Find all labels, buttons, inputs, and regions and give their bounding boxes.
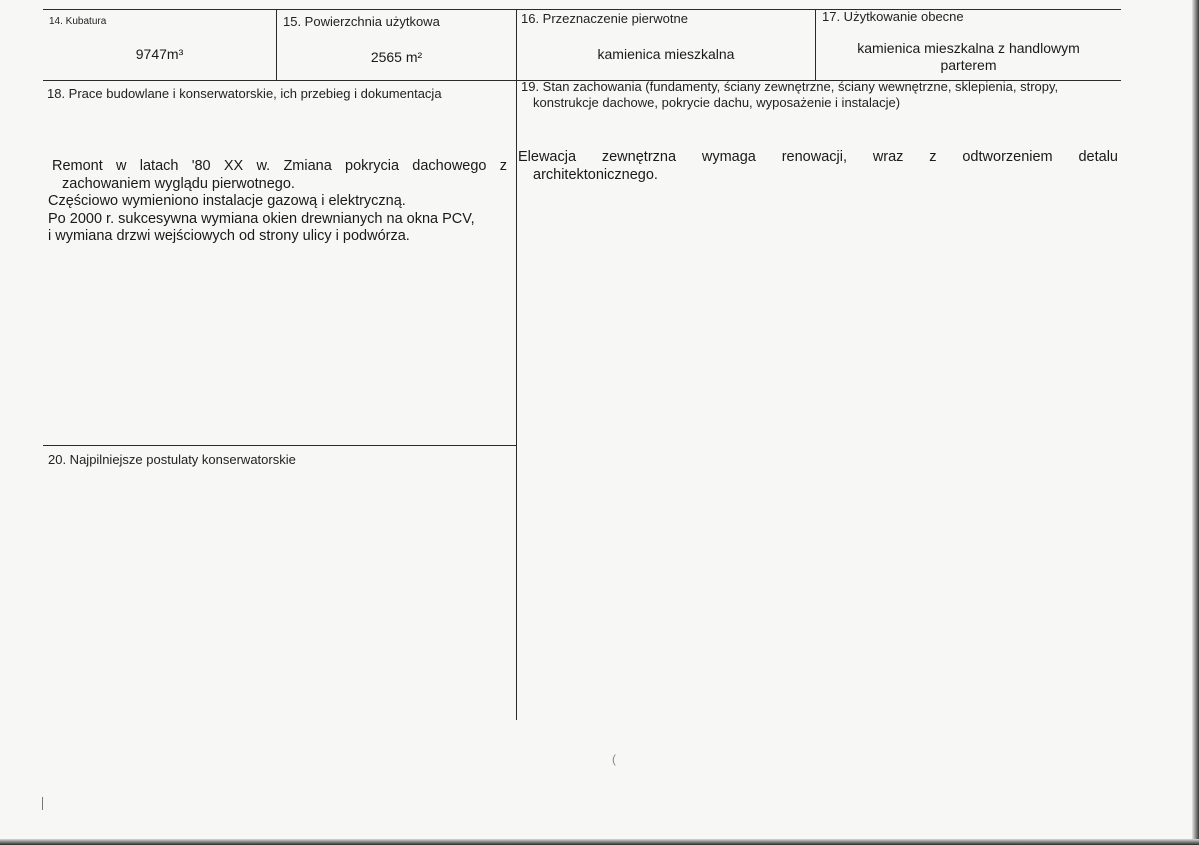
scan-edge-right — [1192, 0, 1199, 845]
powierzchnia-value: 2565 m² — [370, 49, 423, 65]
col-divider-14-15 — [276, 9, 277, 81]
stray-mark: ( — [612, 752, 616, 766]
prace-line-5: i wymiana drzwi wejściowych od strony ulicy i podwórza. — [48, 228, 410, 244]
margin-tick — [42, 797, 43, 810]
row-divider-2 — [43, 445, 516, 446]
uzytkowanie-label: 17. Użytkowanie obecne — [822, 9, 964, 24]
prace-line-2: zachowaniem wyglądu pierwotnego. — [62, 176, 295, 192]
uzytkowanie-value-line2: parterem — [940, 57, 997, 73]
kubatura-label: 14. Kubatura — [49, 16, 107, 27]
stan-label-line-2: konstrukcje dachowe, pokrycie dachu, wyposażenie i instalacje) — [533, 95, 901, 110]
stan-label-line-1: 19. Stan zachowania (fundamenty, ściany zewnętrzne, ściany wewnętrzne, sklepienia, stropy, — [521, 79, 1059, 94]
stan-line-2: architektonicznego. — [533, 167, 658, 183]
prace-line-1: Remont w latach '80 XX w. Zmiana pokrycia dachowego z — [52, 158, 507, 174]
postulaty-label: 20. Najpilniejsze postulaty konserwatorskie — [48, 452, 296, 467]
kubatura-value: 9747m³ — [135, 46, 184, 62]
przeznaczenie-label: 16. Przeznaczenie pierwotne — [521, 11, 688, 26]
scan-edge-bottom — [0, 839, 1199, 845]
prace-line-3: Częściowo wymieniono instalacje gazową i elektryczną. — [48, 193, 406, 209]
col-divider-center — [516, 9, 517, 720]
prace-line-4: Po 2000 r. sukcesywna wymiana okien drewnianych na okna PCV, — [48, 211, 475, 227]
uzytkowanie-value-line1: kamienica mieszkalna z handlowym — [857, 40, 1080, 56]
stan-line-1: Elewacja zewnętrzna wymaga renowacji, wraz z odtworzeniem detalu — [518, 149, 1118, 165]
prace-label: 18. Prace budowlane i konserwatorskie, ich przebieg i dokumentacja — [47, 86, 442, 101]
przeznaczenie-value: kamienica mieszkalna — [597, 46, 735, 62]
powierzchnia-label: 15. Powierzchnia użytkowa — [283, 14, 440, 29]
